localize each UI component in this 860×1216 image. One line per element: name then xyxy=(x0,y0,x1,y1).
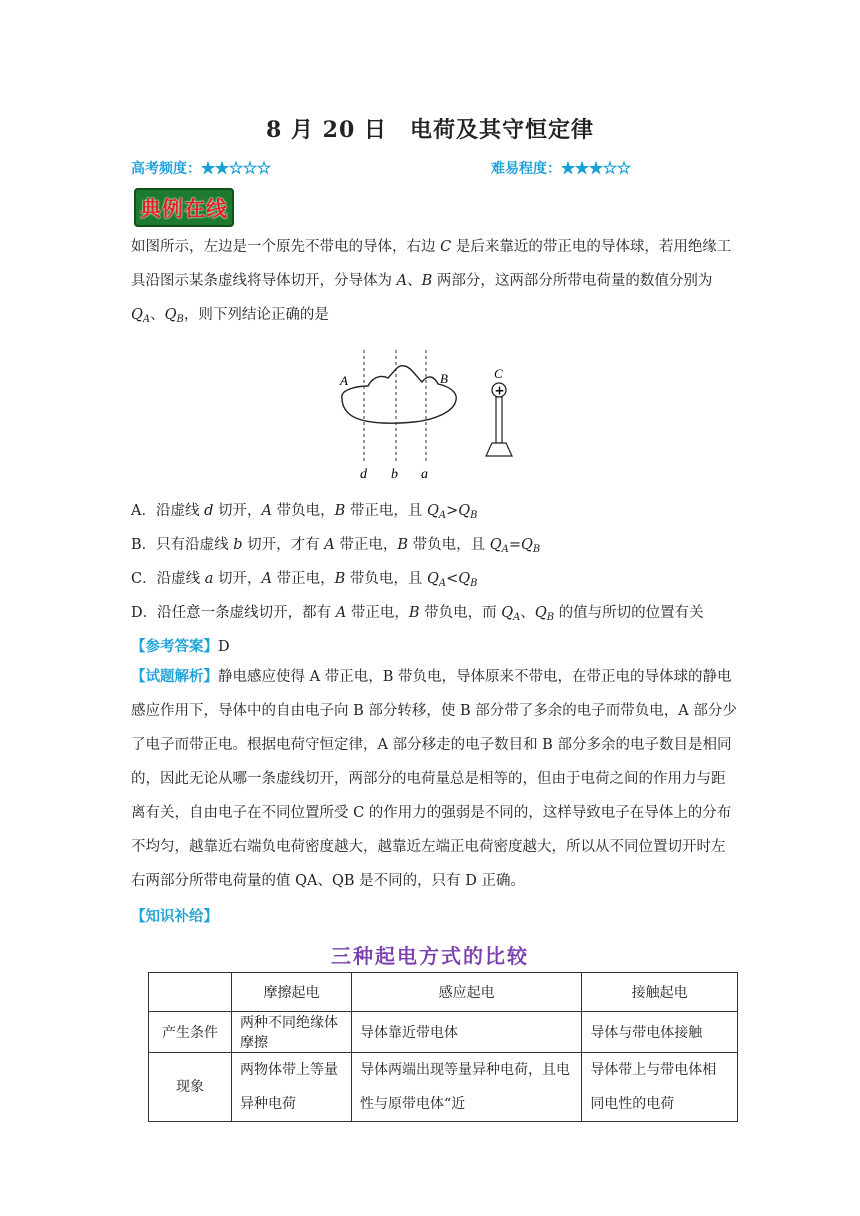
difficulty-level xyxy=(491,158,631,178)
table-header-row xyxy=(149,973,738,1012)
stand-base xyxy=(486,443,512,456)
section-badge-text: 典例在线 xyxy=(140,195,228,221)
table-row xyxy=(149,1012,738,1053)
question-part-3: 两部分，这两部分所带电荷量的数值分别为 xyxy=(436,273,713,289)
plus-sign: + xyxy=(494,383,505,398)
question-part-2: 是后来靠近的带正电的导体球，若用绝缘工具沿图示某条虚线将导体切开，分导体为 xyxy=(131,239,732,289)
figure-label-a: a xyxy=(421,467,428,482)
question-qb: Q xyxy=(164,307,177,323)
insulating-stand xyxy=(496,397,502,443)
table-cell: 两物体带上等量异种电荷 xyxy=(232,1053,352,1122)
question-var-b: B xyxy=(421,273,433,289)
difficulty-stars: ★★★☆☆ xyxy=(561,161,631,177)
table-cell: 导体带上与带电体相同电性的电荷 xyxy=(582,1053,738,1122)
option-a: A．沿虚线 d 切开，A 带负电，B 带正电，且 $Q_A>Q_B$ xyxy=(131,503,478,521)
table-header-contact: 接触起电 xyxy=(582,973,738,1012)
figure-label-b: b xyxy=(391,467,398,482)
option-d: D．沿任意一条虚线切开，都有 A 带正电，B 带负电，而 $Q_A$、$Q_B$ 的值与所切的位置有关 xyxy=(131,605,704,623)
question-text: 如图所示，左边是一个原先不带电的导体，右边 C 是后来靠近的带正电的导体球，若用绝缘工具沿图示某条虚线将导体切开，分导体为 A、B 两部分，这两部分所带电荷量的数值分别为 $Q_A$、$Q_B$，则下列结论正确的是 xyxy=(131,239,732,325)
page-title: 8 月 20 日 电荷及其守恒定律 xyxy=(266,117,594,143)
table-cell: 产生条件 xyxy=(149,1012,232,1053)
table-header-induction: 感应起电 xyxy=(352,973,582,1012)
comparison-table xyxy=(148,972,738,1122)
table-title: 三种起电方式的比较 xyxy=(331,944,529,968)
table-cell: 两种不同绝缘体摩擦 xyxy=(232,1012,352,1053)
table-header-friction: 摩擦起电 xyxy=(232,973,352,1012)
figure-label-d: d xyxy=(360,467,367,482)
option-c: C．沿虚线 a 切开，A 带正电，B 带负电，且 $Q_A<Q_B$ xyxy=(131,571,478,589)
question-qa: Q xyxy=(131,307,143,323)
table-cell: 导体靠近带电体 xyxy=(352,1012,582,1053)
supplement-label: 【知识补给】 xyxy=(131,908,218,925)
question-var-a: A xyxy=(396,273,408,289)
frequency-label: 高考频度： xyxy=(131,161,201,177)
table-header-empty xyxy=(149,973,232,1012)
section-badge xyxy=(134,188,234,227)
analysis xyxy=(131,660,739,898)
table-cell: 现象 xyxy=(149,1053,232,1122)
figure-label-a-region: A xyxy=(340,373,348,388)
table-row xyxy=(149,1053,738,1122)
answer-label: 【参考答案】 xyxy=(131,638,218,655)
question-part-1: 如图所示，左边是一个原先不带电的导体，右边 xyxy=(131,239,436,255)
figure-label-c: C xyxy=(494,366,503,381)
exam-frequency xyxy=(131,158,271,178)
question-sep: 、 xyxy=(150,307,165,323)
conductor-figure xyxy=(334,346,534,486)
figure-label-b-region: B xyxy=(440,371,448,386)
table-cell: 导体与带电体接触 xyxy=(582,1012,738,1053)
frequency-stars: ★★☆☆☆ xyxy=(201,161,271,177)
question-var-c: C xyxy=(440,239,452,255)
reference-answer xyxy=(131,635,230,656)
option-b: B．只有沿虚线 b 切开，才有 A 带正电，B 带负电，且 $Q_A=Q_B$ xyxy=(131,537,541,555)
table-cell: 导体两端出现等量异种电荷，且电性与原带电体“近 xyxy=(352,1053,582,1122)
answer-value: D xyxy=(218,639,230,655)
analysis-label: 【试题解析】 xyxy=(131,668,218,685)
analysis-text: 静电感应使得 A 带正电，B 带负电，导体原来不带电，在带正电的导体球的静电感应作用下，导体中的自由电子向 B 部分转移，使 B 部分带了多余的电子而带负电，A 部分少了电子而带正电。根据电荷守恒定律，A 部分移走的电子数目和 B 部分多余的电子数目是相同的，因此无论从哪一条虚线切开，两部分的电荷量总是相等的，但由于电荷之间的作用力与距离有关，自由电子在不同位置所受 C 的作用力的强弱是不同的，这样导致电子在导体上的分布不均匀，越靠近右端负电荷密度越大，越靠近左端正电荷密度越大，所以从不同位置切开时左右两部分所带电荷量的值 QA、QB 是不同的，只有 D 正确。 xyxy=(131,669,737,889)
difficulty-label: 难易程度： xyxy=(491,161,561,177)
question-part-4: ，则下列结论正确的是 xyxy=(183,307,329,323)
knowledge-supplement xyxy=(131,905,218,926)
